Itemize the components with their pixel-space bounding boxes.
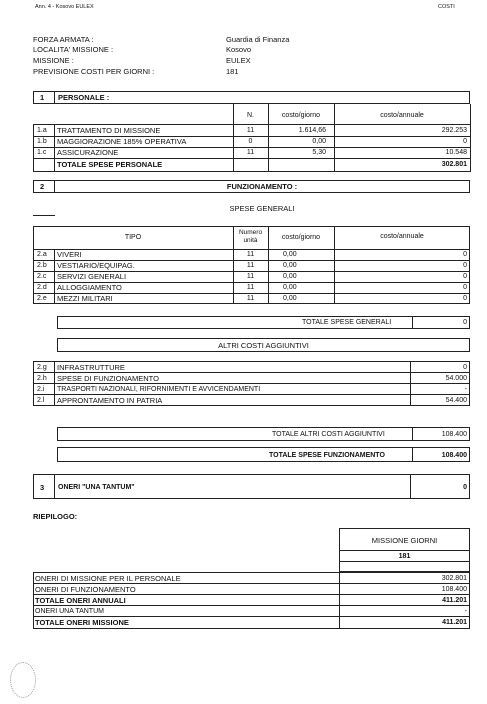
- personale-title: PERSONALE :: [58, 93, 110, 102]
- una-tantum-value: 0: [463, 484, 467, 491]
- totale-funzionamento-value: 108.400: [441, 452, 467, 459]
- sg-row-label: VESTIARIO/EQUIPAG.: [57, 261, 135, 270]
- value-forza-armata: Guardia di Finanza: [226, 35, 290, 44]
- personale-total-value: 302.801: [441, 161, 467, 168]
- funzionamento-title: FUNZIONAMENTO :: [226, 182, 298, 191]
- sg-row-giorno: 0,00: [283, 262, 297, 269]
- riepilogo-row-label: ONERI UNA TANTUM: [35, 608, 104, 615]
- altri-row-code: 2.g: [37, 364, 47, 371]
- altri-row-code: 2.l: [37, 397, 45, 404]
- sg-row-annuale: 0: [463, 273, 467, 280]
- sg-row-annuale: 0: [463, 284, 467, 291]
- personale-row-label: MAGGIORAZIONE 185% OPERATIVA: [57, 137, 187, 146]
- funzionamento-num: 2: [40, 182, 45, 191]
- riepilogo-row-label: ONERI DI MISSIONE PER IL PERSONALE: [35, 574, 181, 583]
- sg-row-label: VIVERI: [57, 250, 82, 259]
- personale-row-n: 11: [246, 127, 255, 134]
- personale-row-code: 1.a: [37, 127, 47, 134]
- sg-row-annuale: 0: [463, 295, 467, 302]
- totale-spese-generali-box: [57, 316, 470, 329]
- personale-row-giorno: 0,00: [312, 138, 326, 145]
- personale-total-label: TOTALE SPESE PERSONALE: [57, 160, 163, 169]
- totale-altri-label: TOTALE ALTRI COSTI AGGIUNTIVI: [272, 431, 385, 438]
- riepilogo-row-label: TOTALE ONERI MISSIONE: [35, 618, 129, 627]
- personale-row-n: 0: [248, 138, 253, 145]
- sg-row-n: 11: [246, 295, 255, 302]
- totale-funzionamento-label: TOTALE SPESE FUNZIONAMENTO: [269, 452, 385, 459]
- sg-row-code: 2.e: [37, 295, 47, 302]
- totale-spese-generali-label: TOTALE SPESE GENERALI: [302, 319, 392, 326]
- personale-row-code: 1.c: [37, 149, 47, 156]
- sg-row-label: SERVIZI GENERALI: [57, 272, 127, 281]
- totale-funzionamento-box: [57, 447, 470, 462]
- label-localita: LOCALITA' MISSIONE :: [33, 45, 114, 54]
- sg-row-giorno: 0,00: [283, 251, 297, 258]
- riepilogo-row-value: 302.801: [441, 575, 467, 582]
- riepilogo-title: RIEPILOGO:: [33, 512, 78, 521]
- altri-row-value: 54.000: [445, 375, 467, 382]
- col-tipo: TIPO: [124, 234, 142, 241]
- riepilogo-row-value: -: [464, 608, 467, 615]
- altri-row-value: 54.400: [445, 397, 467, 404]
- label-previsione: PREVISIONE COSTI PER GIORNI :: [33, 67, 155, 76]
- sg-row-code: 2.c: [37, 273, 47, 280]
- sg-row-n: 11: [246, 262, 255, 269]
- riepilogo-row-label: ONERI DI FUNZIONAMENTO: [35, 585, 136, 594]
- sg-row-annuale: 0: [463, 251, 467, 258]
- totale-altri-value: 108.400: [441, 431, 467, 438]
- value-previsione: 181: [226, 67, 239, 76]
- personale-row-annuale: 292.253: [441, 127, 467, 134]
- altri-row-value: 0: [463, 364, 467, 371]
- missione-giorni-value: 181: [398, 553, 411, 560]
- sg-row-annuale: 0: [463, 262, 467, 269]
- sg-row-n: 11: [246, 273, 255, 280]
- personale-row-giorno: 5,30: [312, 149, 326, 156]
- sg-row-giorno: 0,00: [283, 284, 297, 291]
- altri-costi-title: ALTRI COSTI AGGIUNTIVI: [218, 341, 309, 350]
- personale-row-label: ASSICURAZIONE: [57, 148, 119, 157]
- sg-row-n: 11: [246, 284, 255, 291]
- sg-row-label: MEZZI MILITARI: [57, 294, 113, 303]
- value-localita: Kosovo: [226, 45, 252, 54]
- totale-spese-generali-value: 0: [463, 319, 467, 326]
- missione-giorni-label: MISSIONE GIORNI: [371, 536, 438, 545]
- personale-row-code: 1.b: [37, 138, 47, 145]
- riepilogo-row-label: TOTALE ONERI ANNUALI: [35, 596, 126, 605]
- label-forza-armata: FORZA ARMATA :: [33, 35, 94, 44]
- riepilogo-row-value: 108.400: [441, 586, 467, 593]
- sg-row-label: ALLOGGIAMENTO: [57, 283, 122, 292]
- altri-row-code: 2.i: [37, 386, 45, 393]
- personale-col-annuale: costo/annuale: [380, 112, 424, 119]
- personale-row-n: 11: [246, 149, 255, 156]
- personale-col-n: N.: [247, 112, 254, 119]
- sg-row-n: 11: [246, 251, 255, 258]
- personale-row-annuale: 10.548: [445, 149, 467, 156]
- riepilogo-row-value: 411.201: [442, 619, 467, 626]
- sg-row-code: 2.d: [37, 284, 47, 291]
- col-costo-annuale: costo/annuale: [380, 233, 424, 240]
- value-missione: EULEX: [226, 56, 251, 65]
- stamp-seal: [10, 662, 36, 698]
- personale-row-label: TRATTAMENTO DI MISSIONE: [57, 126, 161, 135]
- col-numero-unita: Numero unità: [238, 229, 263, 245]
- sg-row-code: 2.a: [37, 251, 47, 258]
- sg-row-code: 2.b: [37, 262, 47, 269]
- personale-col-giorno: costo/giorno: [281, 112, 321, 119]
- altri-row-value: -: [464, 386, 467, 393]
- riepilogo-row-value: 411.201: [442, 597, 467, 604]
- header-right: COSTI: [438, 4, 455, 10]
- personale-row-giorno: 1.614,66: [298, 127, 326, 134]
- una-tantum-num: 3: [40, 483, 45, 492]
- totale-altri-box: [57, 427, 470, 441]
- label-missione: MISSIONE :: [33, 56, 74, 65]
- spese-generali-title: SPESE GENERALI: [229, 204, 295, 213]
- personale-num: 1: [40, 93, 45, 102]
- col-costo-giorno: costo/giorno: [281, 234, 321, 241]
- sg-row-giorno: 0,00: [283, 295, 297, 302]
- altri-row-label: APPRONTAMENTO IN PATRIA: [57, 396, 163, 405]
- header-left: Ann. 4 - Kosovo EULEX: [35, 4, 94, 10]
- altri-row-label: TRASPORTI NAZIONALI, RIFORNIMENTI E AVVICENDAMENTI: [57, 386, 261, 393]
- altri-row-code: 2.h: [37, 375, 47, 382]
- una-tantum-title: ONERI "UNA TANTUM": [58, 484, 135, 491]
- sg-row-giorno: 0,00: [283, 273, 297, 280]
- altri-row-label: SPESE DI FUNZIONAMENTO: [57, 374, 159, 383]
- personale-row-annuale: 0: [463, 138, 467, 145]
- altri-row-label: INFRASTRUTTURE: [57, 363, 125, 372]
